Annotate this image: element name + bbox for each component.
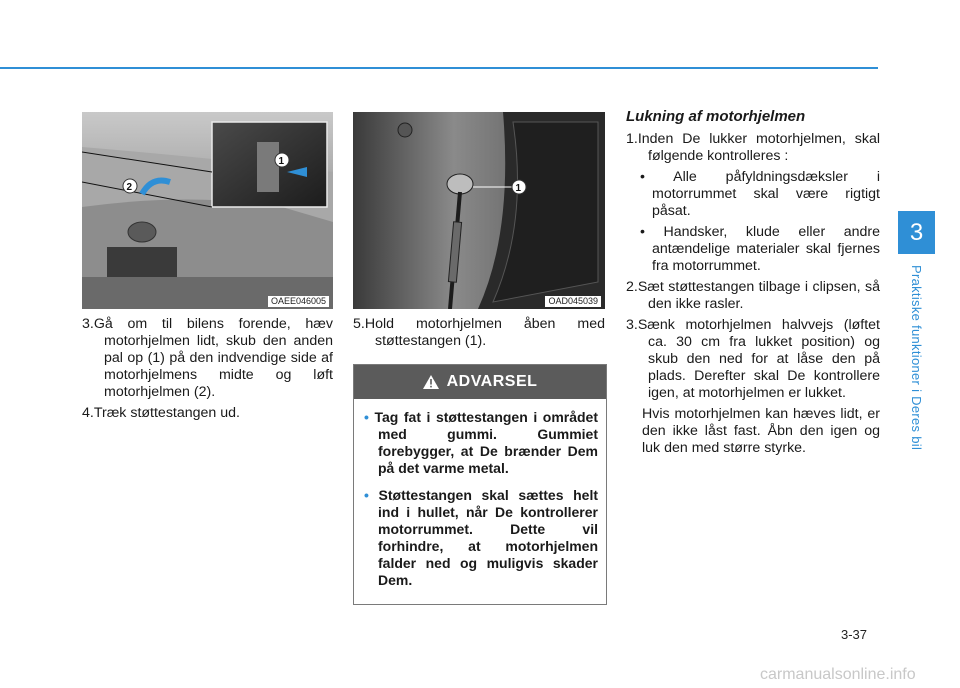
warning-title: ADVARSEL <box>446 373 538 390</box>
section-title: Lukning af motorhjelmen <box>626 108 806 125</box>
car-front-illustration <box>82 112 333 309</box>
warning-icon <box>423 375 439 389</box>
warning-box <box>353 364 607 605</box>
chapter-number-tab: 3 <box>898 211 935 254</box>
figure-code: OAEE046005 <box>268 296 329 307</box>
engine-bay-illustration <box>353 112 605 309</box>
column-middle <box>353 316 605 354</box>
step-4: 4.Træk støttestangen ud. <box>82 405 240 421</box>
support-rod-figure <box>353 112 605 309</box>
figure-code: OAD045039 <box>545 296 601 307</box>
callout-1: 1 <box>515 183 522 194</box>
column-right <box>626 108 880 461</box>
column-left <box>82 316 333 426</box>
hood-release-figure <box>82 112 333 309</box>
warning-item: • Tag fat i støttestangen i området med gummi. Gummiet forebygger, at De brænder Dem på det varme metal. <box>364 409 598 476</box>
closing-step-1: 1.Inden De lukker motorhjelmen, skal følgende kontrolleres : <box>626 131 880 164</box>
list-item: • Alle påfyldningsdæksler i motorrummet skal være rigtigt påsat. <box>640 169 880 219</box>
callout-2: 2 <box>126 182 133 193</box>
step-3: 3.Gå om til bilens forende, hæv motorhjelmen lidt, skub den anden pal op (1) på den indvendige side af motorhjelmens midte og løft motorhjelmen (2). <box>82 316 333 400</box>
callout-1: 1 <box>278 156 285 167</box>
step-5: 5.Hold motorhjelmen åben med støttestangen (1). <box>353 316 605 349</box>
warning-body <box>354 399 606 589</box>
page-number: 3-37 <box>841 627 868 642</box>
watermark: carmanualsonline.info <box>760 666 916 683</box>
closing-step-3-note: Hvis motorhjelmen kan hæves lidt, er den ikke låst fast. Åbn den igen og luk den med større styrke. <box>642 406 880 456</box>
bullet-icon: • <box>364 487 369 503</box>
warning-item: • Støttestangen skal sættes helt ind i hullet, når De kontrollerer motorrummet. Dette vil forhindre, at motorhjelmen falder ned og muligvis skader Dem. <box>364 487 598 588</box>
top-rule <box>0 67 878 69</box>
closing-step-3: 3.Sænk motorhjelmen halvvejs (løftet ca. 30 cm fra lukket position) og skub den ned for at låse den på plads. Derefter skal De kontrollere igen, at motorhjelmen er lukket. <box>626 317 880 401</box>
chapter-side-label: Praktiske funktioner i Deres bil <box>909 265 924 451</box>
warning-header <box>354 365 606 399</box>
closing-step-2: 2.Sæt støttestangen tilbage i clipsen, så den ikke rasler. <box>626 279 880 312</box>
list-item: • Handsker, klude eller andre antændelige materialer skal fjernes fra motorrummet. <box>640 224 880 274</box>
bullet-icon: • <box>364 409 369 425</box>
